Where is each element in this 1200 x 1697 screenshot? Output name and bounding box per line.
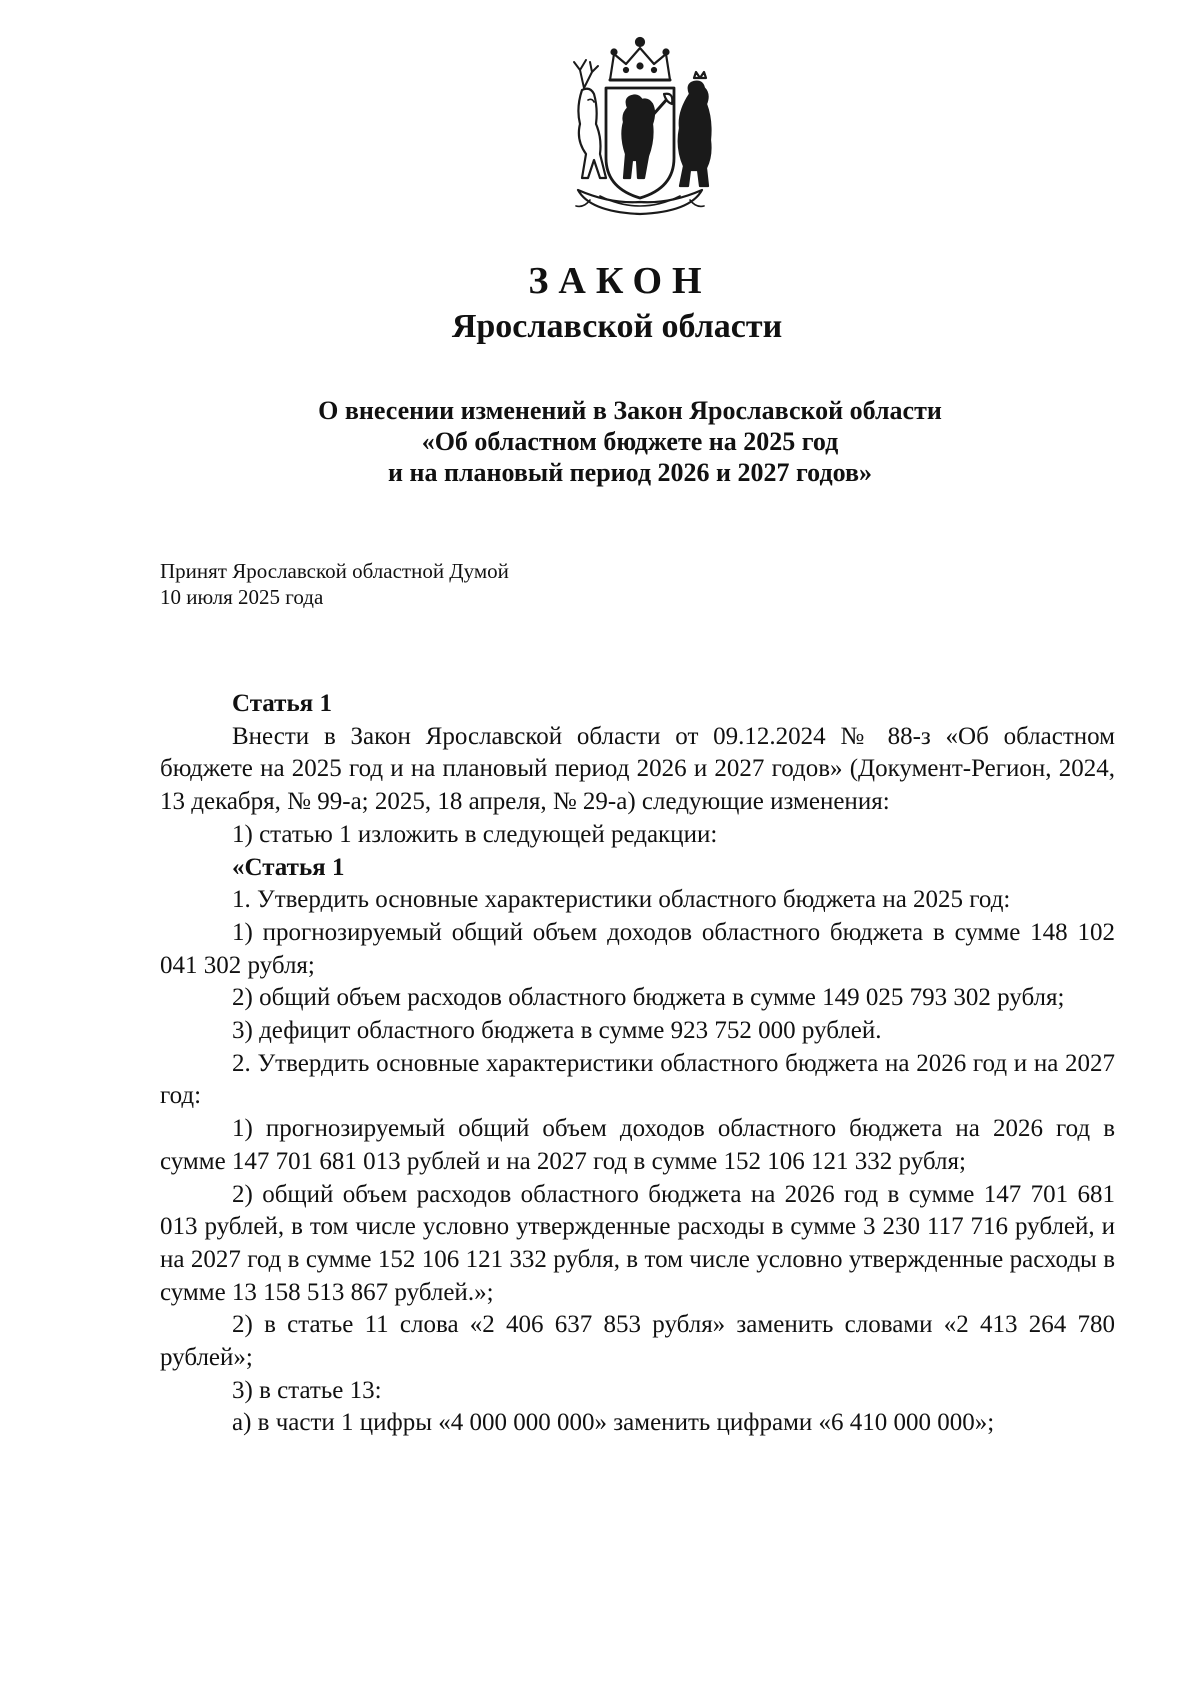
subject-line: О внесении изменений в Закон Ярославской области (318, 396, 942, 425)
body-paragraph: 3) дефицит областного бюджета в сумме 923 752 000 рублей. (232, 1017, 882, 1045)
body-paragraph: 1) прогнозируемый общий объем доходов областного бюджета на 2026 год в сумме 147 701 681 013 рублей и на 2027 год в сумме 152 106 121 332 рубля; (160, 1115, 1115, 1175)
article-heading: Статья 1 (232, 690, 332, 717)
yaroslavl-coat-of-arms-icon (540, 28, 740, 228)
body-paragraph: 2) общий объем расходов областного бюджета в сумме 149 025 793 302 рубля; (232, 984, 1065, 1012)
law-body (160, 688, 1115, 1440)
body-paragraph: 2) в статье 11 слова «2 406 637 853 рубля» заменить словами «2 413 264 780 рублей»; (160, 1311, 1115, 1372)
body-paragraph: а) в части 1 цифры «4 000 000 000» заменить цифрами «6 410 000 000»; (232, 1409, 995, 1437)
subject-line: и на плановый период 2026 и 2027 годов» (388, 458, 872, 487)
law-subject (200, 395, 1060, 488)
subject-line: «Об областном бюджете на 2025 год (421, 427, 839, 456)
body-paragraph: 2) общий объем расходов областного бюджета на 2026 год в сумме 147 701 681 013 рублей, в том числе условно утвержденные расходы в сумме 3 230 117 716 рублей, и на 2027 год в сумме 152 106 121 332 рубля, в том числе условно утвержденные расходы в сумме 13 158 513 867 рублей.»; (160, 1180, 1115, 1306)
body-paragraph: Внести в Закон Ярославской области от 09.12.2024 № 88-з «Об областном бюджете на 2025 год и на плановый период 2026 и 2027 годов» (Документ-Регион, 2024, 13 декабря, № 99-а; 2025, 18 апреля, № 29-а) следующие изменения: (160, 722, 1115, 816)
region-heading: Ярославской области (451, 308, 783, 345)
body-paragraph: 2. Утвердить основные характеристики областного бюджета на 2026 год и на 2027 год: (160, 1049, 1115, 1110)
adoption-date: 10 июля 2025 года (160, 585, 324, 609)
body-paragraph: 1. Утвердить основные характеристики областного бюджета на 2025 год: (232, 886, 1011, 914)
coat-of-arms (540, 28, 740, 228)
quoted-article-heading: «Статья 1 (232, 853, 345, 881)
body-paragraph: 1) статью 1 изложить в следующей редакции: (232, 820, 718, 848)
law-heading: ЗАКОН (528, 260, 712, 302)
body-paragraph: 3) в статье 13: (232, 1376, 382, 1404)
adoption-note (160, 558, 509, 610)
adoption-body: Принят Ярославской областной Думой (160, 559, 509, 583)
body-paragraph: 1) прогнозируемый общий объем доходов областного бюджета в сумме 148 102 041 302 рубля; (160, 918, 1115, 979)
